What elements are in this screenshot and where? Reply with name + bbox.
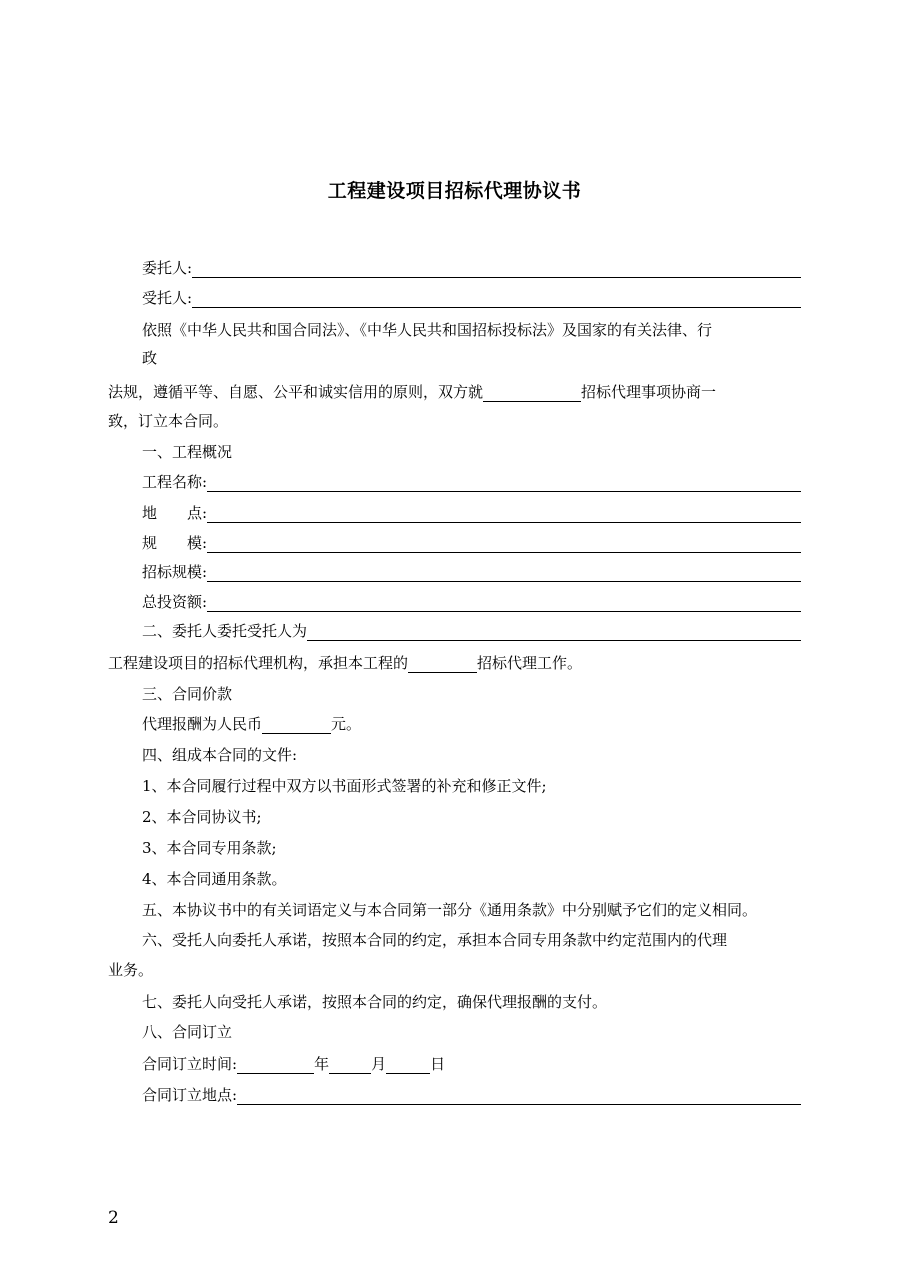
fee-post: 元。 [331,715,362,733]
investment-blank[interactable] [207,594,801,612]
doc-item-3-text: 3、本合同专用条款; [142,839,277,857]
section-7 [142,992,607,1012]
section-1-heading-text: 一、工程概况 [142,443,233,461]
section-6-text-1: 六、受托人向委托人承诺，按照本合同的约定，承担本合同专用条款中约定范围内的代理 [142,931,728,949]
section-6-line-2 [108,960,153,980]
section-5 [142,900,757,920]
investment-row [142,592,801,612]
agent-row [142,288,801,308]
scale-label: 规 模: [142,534,208,552]
basis-line-1b [142,348,157,368]
client-row [142,258,801,278]
section-2-line-2-post: 招标代理工作。 [477,654,583,672]
section-3-heading [142,684,232,704]
section-6-text-2: 业务。 [108,961,154,979]
basis-text-2-post: 招标代理事项协商一 [581,383,717,401]
sign-year-blank[interactable] [237,1056,314,1074]
page-number: 2 [108,1208,119,1228]
scope-blank[interactable] [408,655,477,673]
client-label: 委托人: [142,259,193,277]
matter-blank[interactable] [483,384,581,402]
section-2-text: 二、委托人委托受托人为 [142,622,308,640]
sign-month-blank[interactable] [329,1056,371,1074]
basis-text-2-pre: 法规，遵循平等、自愿、公平和诚实信用的原则，双方就 [108,383,484,401]
doc-item-2-text: 2、本合同协议书; [142,808,262,826]
month-label: 月 [371,1055,387,1073]
basis-text-1: 依照《中华人民共和国合同法》、《中华人民共和国招标投标法》及国家的有关法律、行 [142,321,713,339]
sign-day-blank[interactable] [386,1056,430,1074]
investment-label: 总投资额: [142,593,208,611]
year-label: 年 [314,1055,330,1073]
project-name-row [142,472,801,492]
basis-line-1 [142,320,801,340]
agent-appointment-blank[interactable] [307,623,801,641]
section-2-line-2-pre: 工程建设项目的招标代理机构，承担本工程的 [108,654,409,672]
day-label: 日 [430,1055,446,1073]
section-4-heading-text: 四、组成本合同的文件: [142,746,298,764]
document-title: 工程建设项目招标代理协议书 [327,180,582,202]
doc-item-1 [142,776,547,796]
fee-blank[interactable] [262,716,331,734]
scale-blank[interactable] [207,535,801,553]
section-2-line-2 [108,653,582,673]
bidding-scale-label: 招标规模: [142,563,208,581]
section-6-line-1 [142,930,727,950]
sign-time-label: 合同订立时间: [142,1055,238,1073]
bidding-scale-row [142,562,801,582]
doc-item-2 [142,807,262,827]
section-4-heading [142,745,297,765]
section-3-heading-text: 三、合同价款 [142,685,233,703]
basis-line-2 [108,382,801,402]
basis-text-1b: 政 [142,349,158,367]
fee-row [142,714,361,734]
agent-label: 受托人: [142,289,193,307]
doc-item-4 [142,869,287,889]
scale-row [142,533,801,553]
sign-place-label: 合同订立地点: [142,1086,238,1104]
doc-item-3 [142,838,277,858]
sign-place-row [142,1085,801,1105]
doc-item-4-text: 4、本合同通用条款。 [142,870,287,888]
client-blank[interactable] [192,260,801,278]
section-1-heading [142,442,232,462]
section-8-heading [142,1022,232,1042]
fee-pre: 代理报酬为人民币 [142,715,263,733]
section-7-text: 七、委托人向受托人承诺，按照本合同的约定，确保代理报酬的支付。 [142,993,608,1011]
project-name-blank[interactable] [207,474,801,492]
location-blank[interactable] [207,505,801,523]
doc-item-1-text: 1、本合同履行过程中双方以书面形式签署的补充和修正文件; [142,777,547,795]
basis-line-3 [108,411,228,431]
sign-place-blank[interactable] [237,1087,801,1105]
section-2-row [142,621,801,641]
location-row [142,503,801,523]
location-label: 地 点: [142,504,208,522]
section-8-heading-text: 八、合同订立 [142,1023,233,1041]
sign-time-row [142,1054,445,1074]
project-name-label: 工程名称: [142,473,208,491]
agent-blank[interactable] [192,290,801,308]
basis-text-3: 致，订立本合同。 [108,412,229,430]
bidding-scale-blank[interactable] [207,564,801,582]
section-5-text: 五、本协议书中的有关词语定义与本合同第一部分《通用条款》中分别赋予它们的定义相同。 [142,901,758,919]
